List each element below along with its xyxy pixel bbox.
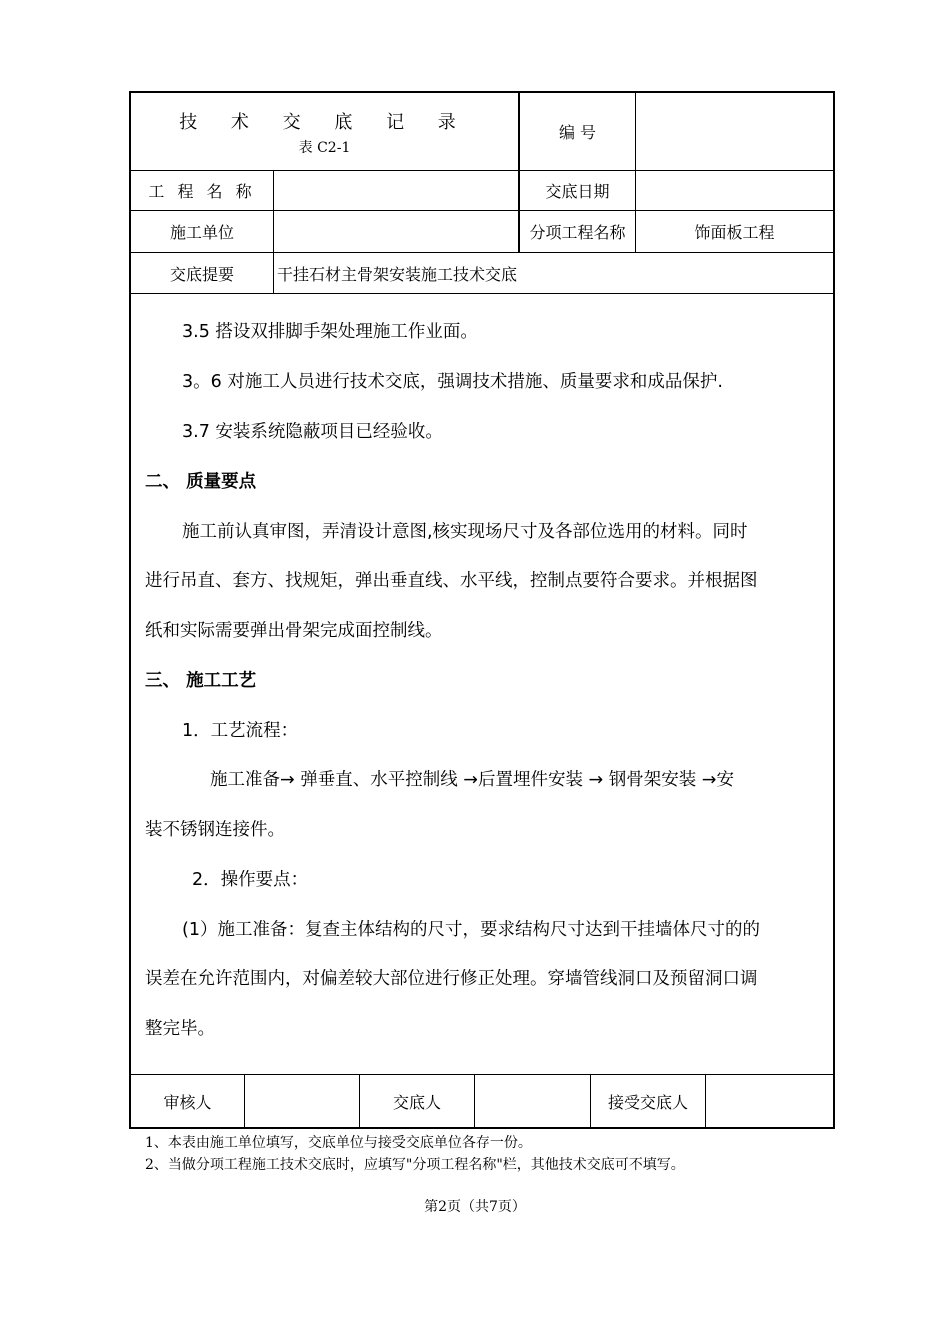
summary-field[interactable]: 干挂石材主骨架安装施工技术交底 bbox=[277, 264, 518, 284]
form-code: 表 C2-1 bbox=[298, 140, 351, 156]
presenter-label: 交底人 bbox=[392, 1092, 441, 1112]
form-title: 技 术 交 底 记 录 bbox=[179, 112, 470, 133]
body-line: 1．工艺流程： bbox=[182, 721, 299, 741]
construction-unit-label: 施工单位 bbox=[169, 223, 234, 242]
note-1: 1、本表由施工单位填写，交底单位与接受交底单位各存一份。 bbox=[145, 1135, 532, 1151]
section-heading-process: 三、 施工工艺 bbox=[145, 671, 257, 691]
sub-project-label: 分项工程名称 bbox=[529, 223, 626, 242]
body-line: 装不锈钢连接件。 bbox=[145, 820, 285, 840]
body-line: 3.7 安装系统隐蔽项目已经验收。 bbox=[182, 422, 443, 442]
body-line: 施工准备→ 弹垂直、水平控制线 →后置埋件安装 → 钢骨架安装 →安 bbox=[210, 770, 734, 790]
row-divider bbox=[131, 293, 834, 294]
construction-unit-field[interactable] bbox=[274, 211, 518, 252]
body-line: 纸和实际需要弹出骨架完成面控制线。 bbox=[145, 621, 443, 641]
body-line: 3.5 搭设双排脚手架处理施工作业面。 bbox=[182, 322, 478, 342]
receiver-field[interactable] bbox=[706, 1075, 833, 1127]
project-name-label: 工 程 名 称 bbox=[148, 182, 256, 201]
presenter-field[interactable] bbox=[475, 1075, 590, 1127]
receiver-label: 接受交底人 bbox=[607, 1092, 688, 1112]
reviewer-label: 审核人 bbox=[163, 1092, 212, 1112]
page-number: 第2页（共7页） bbox=[424, 1199, 526, 1215]
section-heading-quality: 二、 质量要点 bbox=[145, 472, 257, 492]
reviewer-field[interactable] bbox=[245, 1075, 359, 1127]
body-line: 3。6 对施工人员进行技术交底，强调技术措施、质量要求和成品保护. bbox=[182, 372, 723, 392]
note-2: 2、当做分项工程施工技术交底时，应填写"分项工程名称"栏，其他技术交底可不填写。 bbox=[145, 1157, 685, 1173]
date-label: 交底日期 bbox=[545, 182, 610, 201]
summary-label: 交底提要 bbox=[169, 264, 234, 284]
body-line: 2．操作要点： bbox=[192, 870, 309, 890]
body-line: 施工前认真审图，弄清设计意图,核实现场尺寸及各部位选用的材料。同时 bbox=[182, 522, 748, 542]
date-field[interactable] bbox=[636, 171, 833, 210]
number-label: 编 号 bbox=[558, 123, 597, 142]
body-line: 整完毕。 bbox=[145, 1019, 215, 1039]
number-field[interactable] bbox=[636, 93, 833, 170]
body-line: 进行吊直、套方、找规矩，弹出垂直线、水平线，控制点要符合要求。并根据图 bbox=[145, 571, 758, 591]
body-line: 误差在允许范围内，对偏差较大部位进行修正处理。穿墙管线洞口及预留洞口调 bbox=[145, 969, 758, 989]
body-line: (1）施工准备：复查主体结构的尺寸，要求结构尺寸达到干挂墙体尺寸的的 bbox=[182, 920, 760, 940]
sub-project-field[interactable]: 饰面板工程 bbox=[694, 223, 775, 242]
project-name-field[interactable] bbox=[274, 171, 518, 210]
